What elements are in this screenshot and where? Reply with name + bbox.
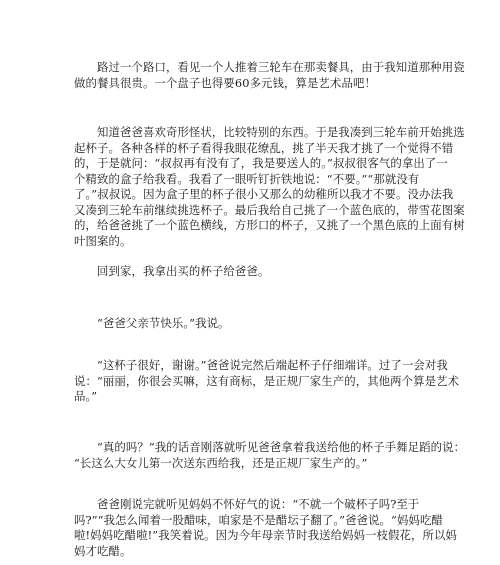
- paragraph-dad-praise: [74, 358, 460, 405]
- text-line: 的，给爸爸挑了一个蓝色横线，方形口的杯子，又挑了一个黑色底的上面有树: [74, 218, 465, 232]
- text-line: 啦!妈妈吃醋啦!”我笑着说。因为今年母亲节时我送给妈妈一枝假花，所以妈: [74, 528, 457, 542]
- text-line: 路过一个路口，看见一个人推着三轮车在那卖餐具，由于我知道那种用瓷: [97, 60, 465, 74]
- paragraph-back-home: [74, 264, 434, 280]
- text-line: “这杯子很好，谢谢。”爸爸说完然后端起杯子仔细端详。过了一会对我: [97, 358, 448, 372]
- text-line: “真的吗？”我的话音刚落就听见爸爸拿着我送给他的杯子手舞足蹈的说：: [97, 440, 466, 454]
- text-line: “爸爸父亲节快乐。”我说。: [97, 316, 230, 330]
- text-line: 品。”: [74, 389, 98, 403]
- text-line: 又凑到三轮车前继续挑选杯子。最后我给自己挑了一个蓝色底的，带雪花图案: [74, 202, 465, 217]
- text-line: 起杯子。各种各样的杯子看得我眼花缭乱，挑了半天我才挑了一个觉得不错: [74, 140, 454, 155]
- text-line: 叶图案的。: [74, 233, 132, 248]
- text-line: 做的餐具很贵。一个盘子也得要60多元钱，算是艺术品吧！: [74, 75, 376, 90]
- text-line: 的，于是就问：“叔叔再有没有了，我是要送人的。”叔叔很客气的拿出了一: [74, 156, 448, 170]
- paragraph-choosing-cups: [74, 125, 465, 249]
- paragraph-fathers-day: [74, 316, 434, 332]
- text-line: 个精致的盒子给我看。我看了一眼听钉折铁地说：“不要。”“那就没有: [74, 171, 420, 186]
- text-line: 爸爸刚说完就听见妈妈不怀好气的说：“不就一个破杯子吗?至于: [97, 497, 420, 511]
- text-line: 知道爸爸喜欢奇形怪状，比较特别的东西。于是我凑到三轮车前开始挑选: [97, 125, 465, 139]
- text-line: 回到家，我拿出买的杯子给爸爸。: [97, 264, 270, 278]
- text-line: 妈才吃醋。: [74, 543, 132, 558]
- text-line: 了。”叔叔说。因为盒子里的杯子很小又那么的幼稚所以我才不要。没办法我: [74, 187, 454, 201]
- text-line: “长这么大女儿第一次送东西给我，还是正规厂家生产的。”: [74, 455, 368, 470]
- paragraph-dad-happy: [74, 440, 466, 471]
- paragraph-street-vendor: [74, 60, 465, 91]
- text-line: 说：“丽丽，你很会买嘛，这有商标，是正规厂家生产的，其他两个算是艺术: [74, 373, 460, 388]
- text-line: 吗?”“我怎么闻着一股醋味，咱家是不是醋坛子翻了。”爸爸说。“妈妈吃醋: [74, 512, 443, 527]
- paragraph-mom-jealous: [74, 497, 457, 559]
